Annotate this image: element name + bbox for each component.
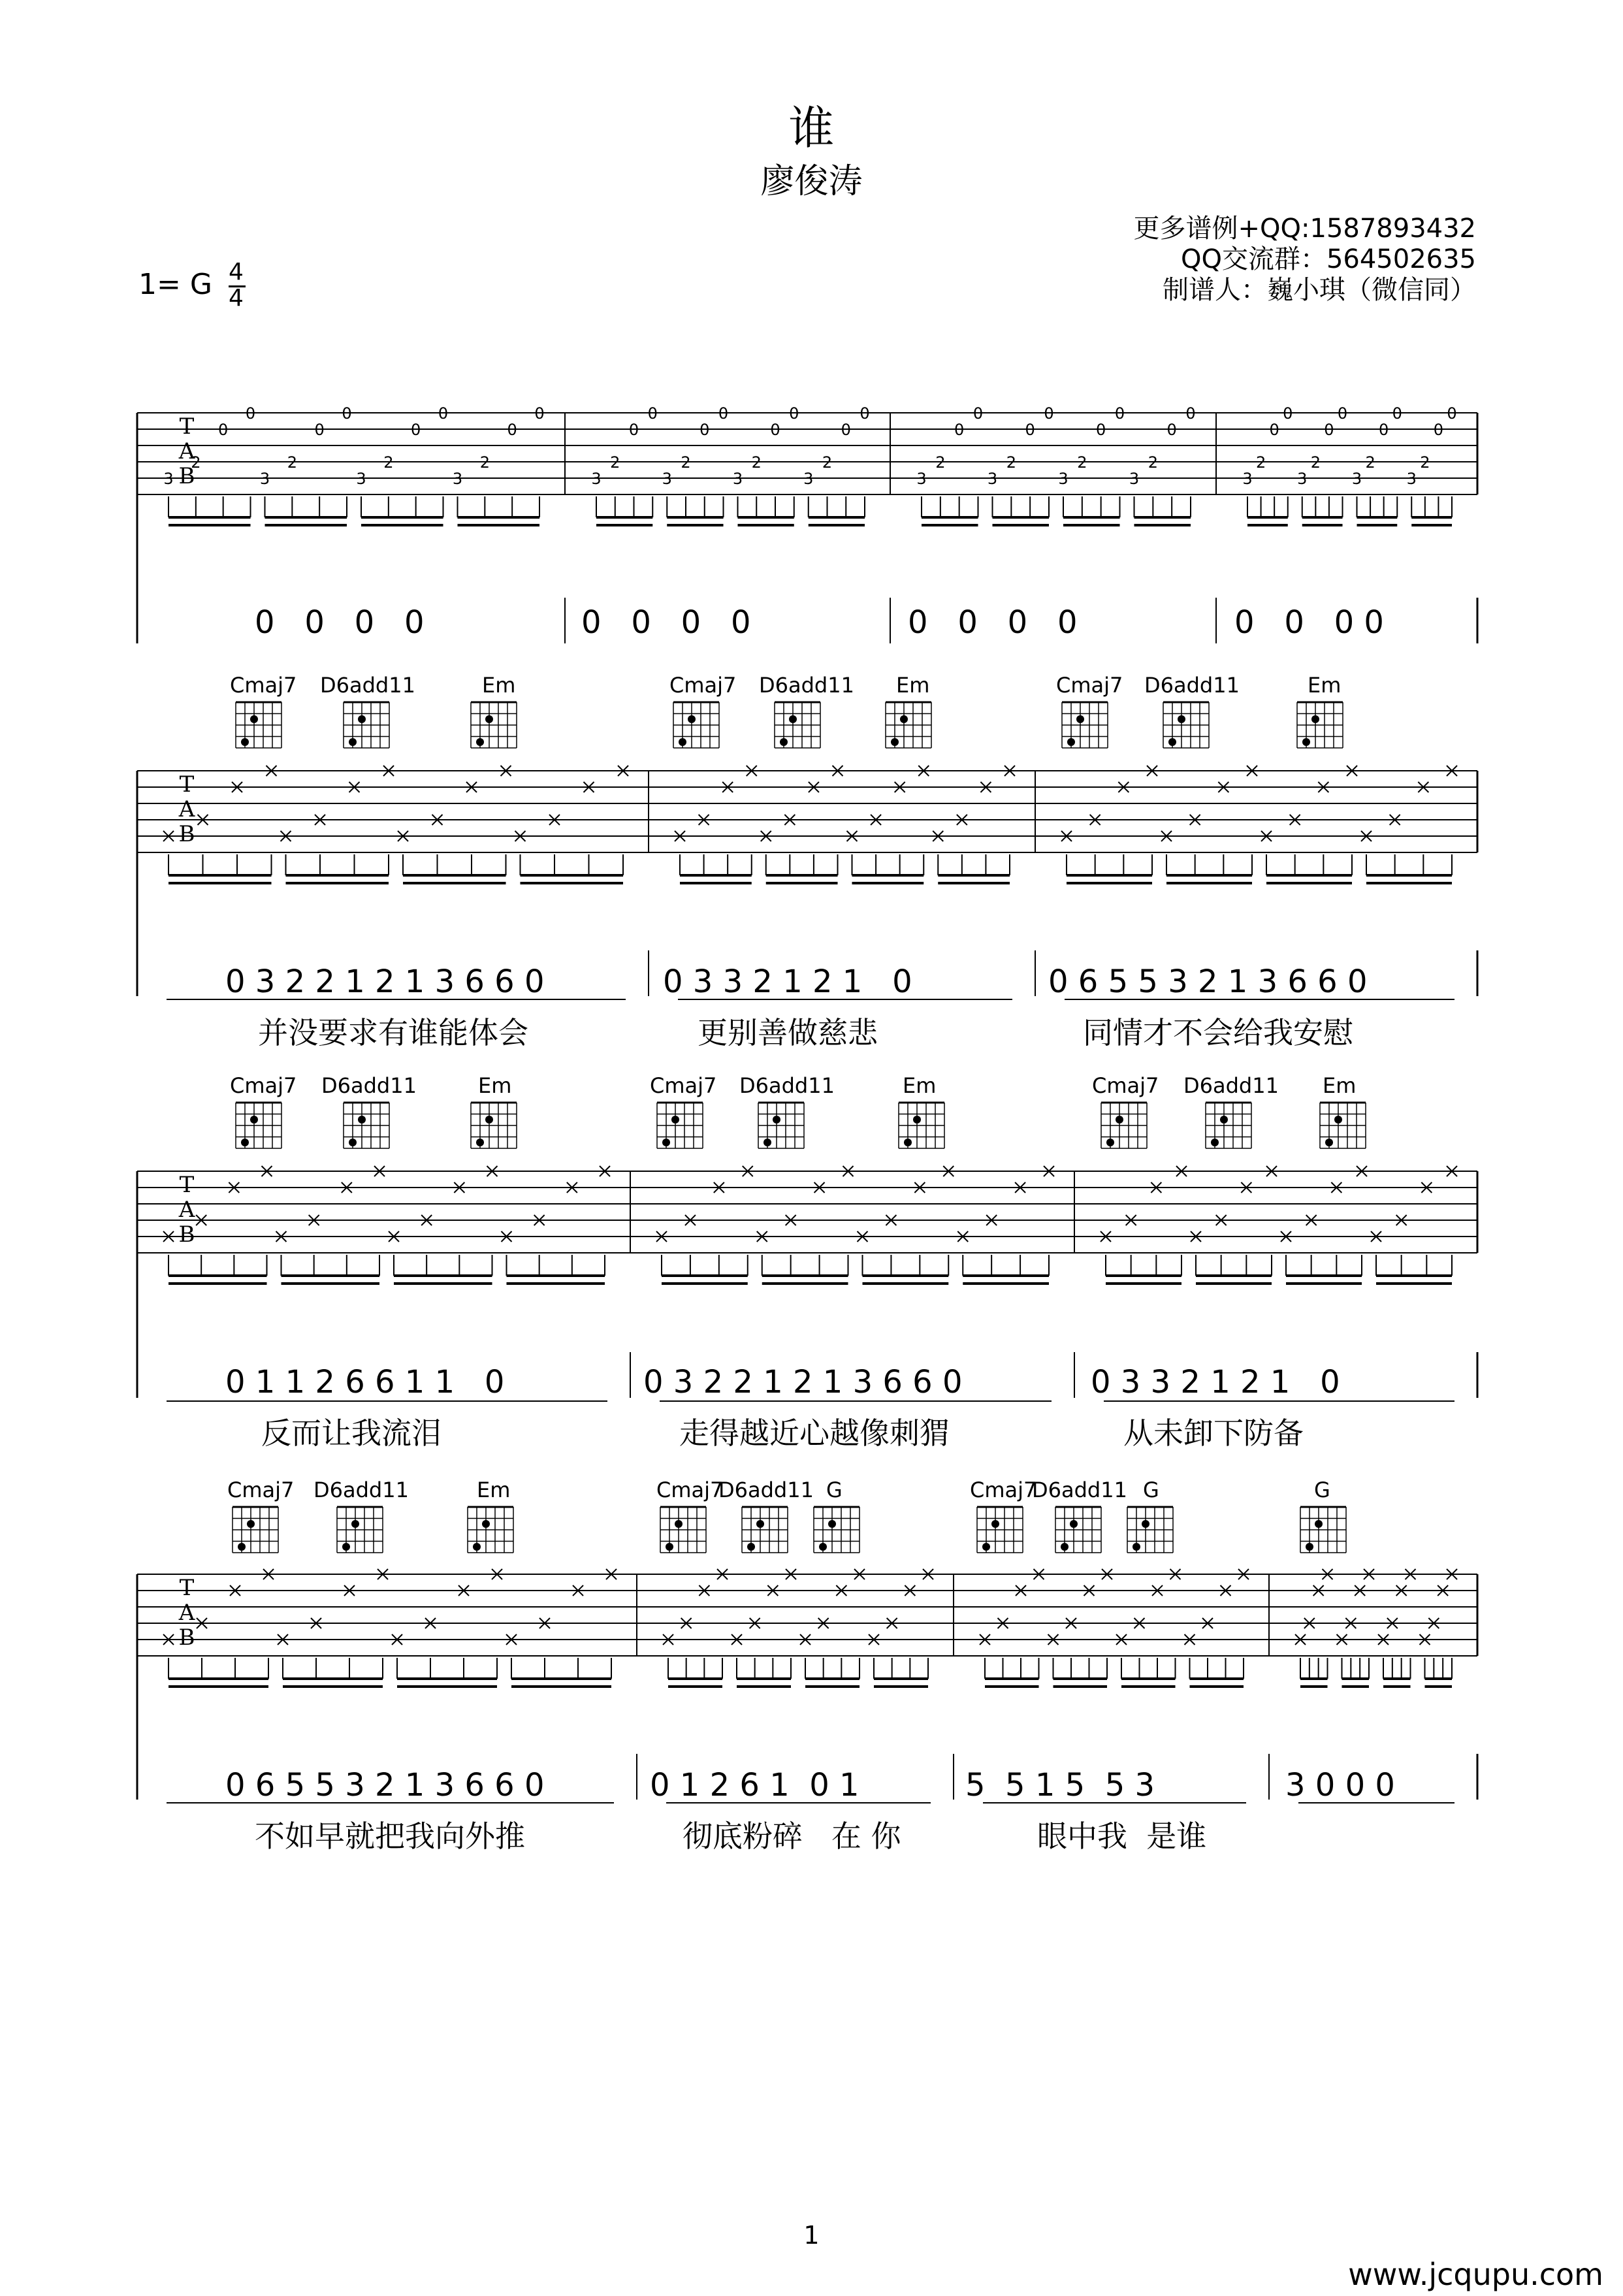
chord-name: D6add11 <box>739 1073 835 1098</box>
chord-finger-dot <box>1070 1520 1078 1528</box>
notation-measure: 0 3 2 2 1 2 1 3 6 6 0 <box>643 1364 963 1400</box>
tab-fret-number: 0 <box>1025 421 1035 439</box>
chord-finger-dot <box>1178 715 1185 723</box>
tab-fret-number: 0 <box>1447 404 1457 423</box>
chord-name: Em <box>896 673 930 698</box>
lyrics-line: 不如早就把我向外推 <box>255 1819 525 1854</box>
tab-fret-number: 0 <box>789 404 799 423</box>
tab-fret-number: 3 <box>356 470 366 488</box>
tab-fret-number: 2 <box>1310 453 1321 472</box>
tab-fret-number: 3 <box>1129 470 1140 488</box>
tab-fret-number: 3 <box>732 470 743 488</box>
chord-finger-dot <box>747 1543 755 1551</box>
tab-fret-number: 0 <box>1433 421 1444 439</box>
tab-fret-number: 0 <box>647 404 658 423</box>
chord-finger-dot <box>662 1139 670 1146</box>
tab-clef-letter: B <box>178 463 195 489</box>
chord-name: D6add11 <box>759 673 854 698</box>
chord-finger-dot <box>482 1520 490 1528</box>
tab-fret-number: 3 <box>591 470 602 488</box>
tab-fret-number: 3 <box>452 470 463 488</box>
chord-finger-dot <box>476 738 484 746</box>
chord-name: Cmaj7 <box>227 1478 295 1502</box>
chord-finger-dot <box>1168 738 1176 746</box>
tab-fret-number: 0 <box>534 404 545 423</box>
tab-fret-number: 0 <box>1392 404 1402 423</box>
chord-finger-dot <box>1334 1116 1342 1124</box>
tab-fret-number: 0 <box>1044 404 1054 423</box>
chord-finger-dot <box>250 715 258 723</box>
tab-fret-number: 0 <box>438 404 449 423</box>
time-signature-denominator: 4 <box>229 285 244 312</box>
chord-name: Cmaj7 <box>656 1478 724 1502</box>
lyrics-line: 同情才不会给我安慰 <box>1083 1015 1353 1050</box>
tab-fret-number: 0 <box>507 421 517 439</box>
chord-name: Em <box>482 673 516 698</box>
chord-finger-dot <box>238 1543 246 1551</box>
tab-fret-number: 2 <box>1148 453 1158 472</box>
chord-finger-dot <box>1106 1139 1114 1146</box>
chord-finger-dot <box>780 738 788 746</box>
info-line-arranger: 制谱人：巍小琪（微信同） <box>1163 275 1476 305</box>
chord-finger-dot <box>900 715 908 723</box>
tab-fret-number: 0 <box>1324 421 1334 439</box>
notation-measure: 0 0 0 0 <box>908 604 1078 641</box>
notation-measure: 0 3 2 2 1 2 1 3 6 6 0 <box>225 963 545 1000</box>
tab-clef-letter: T <box>179 771 195 798</box>
chord-name: D6add11 <box>1032 1478 1127 1502</box>
lyrics-line: 并没要求有谁能体会 <box>258 1015 528 1050</box>
tab-fret-number: 0 <box>954 421 965 439</box>
tab-clef-letter: A <box>178 438 195 464</box>
tab-fret-number: 3 <box>916 470 927 488</box>
chord-finger-dot <box>1061 1543 1069 1551</box>
chord-name: G <box>1314 1478 1330 1502</box>
tab-fret-number: 3 <box>1058 470 1069 488</box>
chord-name: Em <box>1308 673 1342 698</box>
chord-finger-dot <box>756 1520 764 1528</box>
tab-fret-number: 0 <box>245 404 256 423</box>
chord-finger-dot <box>891 738 899 746</box>
site-url: www.jcqupu.com <box>1348 2257 1603 2292</box>
chord-finger-dot <box>671 1116 679 1124</box>
chord-finger-dot <box>763 1139 771 1146</box>
lyrics-line: 彻底粉碎 在 你 <box>683 1819 901 1854</box>
tab-fret-number: 3 <box>1297 470 1308 488</box>
tab-fret-number: 2 <box>822 453 833 472</box>
chord-name: D6add11 <box>313 1478 409 1502</box>
chord-finger-dot <box>358 715 366 723</box>
notation-measure: 0 6 5 5 3 2 1 3 6 6 0 <box>225 1767 545 1803</box>
chord-finger-dot <box>1315 1520 1323 1528</box>
chord-finger-dot <box>485 715 493 723</box>
tab-fret-number: 2 <box>610 453 620 472</box>
tab-fret-number: 0 <box>841 421 851 439</box>
tab-fret-number: 2 <box>479 453 490 472</box>
tab-fret-number: 0 <box>628 421 639 439</box>
page-number: 1 <box>803 2221 820 2250</box>
chord-finger-dot <box>351 1520 359 1528</box>
tab-fret-number: 0 <box>1337 404 1348 423</box>
tab-fret-number: 2 <box>1006 453 1016 472</box>
tab-fret-number: 2 <box>383 453 394 472</box>
chord-finger-dot <box>904 1139 912 1146</box>
tab-fret-number: 0 <box>218 421 229 439</box>
tab-fret-number: 0 <box>1379 421 1389 439</box>
chord-name: Cmaj7 <box>230 1073 297 1098</box>
song-artist: 廖俊涛 <box>760 162 863 201</box>
chord-name: D6add11 <box>321 1073 417 1098</box>
chord-name: D6add11 <box>320 673 415 698</box>
tab-fret-number: 0 <box>342 404 352 423</box>
tab-fret-number: 0 <box>1114 404 1125 423</box>
tab-clef-letter: A <box>178 1197 195 1223</box>
chord-finger-dot <box>675 1520 683 1528</box>
tab-fret-number: 0 <box>1166 421 1177 439</box>
notation-measure: 0 3 3 2 1 2 1 0 <box>1091 1364 1340 1400</box>
info-line-qq: 更多谱例+QQ:1587893432 <box>1133 214 1476 244</box>
chord-finger-dot <box>1211 1139 1219 1146</box>
chord-name: Em <box>477 1478 511 1502</box>
chord-finger-dot <box>1311 715 1319 723</box>
tab-fret-number: 0 <box>860 404 870 423</box>
chord-finger-dot <box>250 1116 258 1124</box>
chord-finger-dot <box>1067 738 1075 746</box>
info-line-group: QQ交流群：564502635 <box>1180 244 1476 274</box>
tab-fret-number: 0 <box>411 421 421 439</box>
chord-finger-dot <box>1116 1116 1123 1124</box>
lyrics-line: 更别善做慈悲 <box>698 1015 878 1050</box>
chord-finger-dot <box>1076 715 1084 723</box>
chord-name: Em <box>478 1073 512 1098</box>
notation-measure: 0 1 2 6 1 0 1 <box>650 1767 860 1803</box>
chord-finger-dot <box>1325 1139 1333 1146</box>
chord-finger-dot <box>679 738 686 746</box>
tab-fret-number: 0 <box>770 421 780 439</box>
tab-fret-number: 2 <box>1365 453 1375 472</box>
tab-fret-number: 2 <box>1077 453 1087 472</box>
lyrics-line: 走得越近心越像刺猬 <box>679 1415 950 1451</box>
tab-fret-number: 3 <box>1351 470 1362 488</box>
tab-fret-number: 2 <box>751 453 762 472</box>
chord-name: Cmaj7 <box>669 673 737 698</box>
chord-name: Cmaj7 <box>1092 1073 1159 1098</box>
chord-finger-dot <box>349 738 357 746</box>
tab-fret-number: 0 <box>1269 421 1279 439</box>
notation-measure: 5 5 1 5 5 3 <box>965 1767 1155 1803</box>
tab-fret-number: 0 <box>699 421 710 439</box>
chord-finger-dot <box>819 1543 827 1551</box>
chord-finger-dot <box>982 1543 990 1551</box>
lyrics-line: 反而让我流泪 <box>261 1415 442 1451</box>
tab-fret-number: 3 <box>662 470 672 488</box>
chord-finger-dot <box>476 1139 484 1146</box>
chord-finger-dot <box>358 1116 366 1124</box>
tab-fret-number: 2 <box>1420 453 1430 472</box>
chord-finger-dot <box>247 1520 255 1528</box>
tab-clef-letter: T <box>179 413 195 440</box>
chord-finger-dot <box>342 1543 350 1551</box>
chord-name: D6add11 <box>1144 673 1240 698</box>
tab-fret-number: 3 <box>1406 470 1417 488</box>
song-title: 谁 <box>788 101 835 155</box>
chord-finger-dot <box>789 715 797 723</box>
chord-finger-dot <box>485 1116 493 1124</box>
chord-finger-dot <box>913 1116 921 1124</box>
tab-fret-number: 3 <box>163 470 174 488</box>
chord-name: Cmaj7 <box>1056 673 1123 698</box>
chord-finger-dot <box>349 1139 357 1146</box>
tab-fret-number: 0 <box>1283 404 1293 423</box>
chord-name: G <box>826 1478 843 1502</box>
tab-fret-number: 0 <box>314 421 325 439</box>
tab-fret-number: 3 <box>1242 470 1253 488</box>
chord-finger-dot <box>688 715 696 723</box>
tab-clef-letter: B <box>178 1625 195 1651</box>
chord-name: D6add11 <box>1183 1073 1279 1098</box>
chord-name: Em <box>903 1073 937 1098</box>
notation-measure: 0 3 3 2 1 2 1 0 <box>663 963 912 1000</box>
notation-measure: 0 1 1 2 6 6 1 1 0 <box>225 1364 505 1400</box>
tab-fret-number: 2 <box>287 453 297 472</box>
tab-clef-letter: A <box>178 796 195 822</box>
chord-finger-dot <box>1302 738 1310 746</box>
tab-clef-letter: T <box>179 1172 195 1198</box>
notation-measure: 3 0 0 0 <box>1285 1767 1395 1803</box>
chord-name: Em <box>1323 1073 1357 1098</box>
tab-fret-number: 2 <box>935 453 946 472</box>
notation-measure: 0 0 0 0 <box>1234 604 1384 641</box>
chord-finger-dot <box>828 1520 836 1528</box>
chord-name: G <box>1143 1478 1159 1502</box>
chord-finger-dot <box>1220 1116 1228 1124</box>
tab-fret-number: 2 <box>191 453 201 472</box>
notation-measure: 0 0 0 0 <box>255 604 425 641</box>
tab-clef-letter: B <box>178 821 195 847</box>
lyrics-line: 眼中我 是谁 <box>1037 1819 1207 1854</box>
chord-finger-dot <box>991 1520 999 1528</box>
chord-name: D6add11 <box>718 1478 814 1502</box>
key-signature: 1= G <box>138 268 212 301</box>
tab-fret-number: 3 <box>987 470 998 488</box>
lyrics-line: 从未卸下防备 <box>1123 1415 1304 1451</box>
chord-finger-dot <box>241 738 249 746</box>
chord-finger-dot <box>1133 1543 1140 1551</box>
chord-name: Cmaj7 <box>970 1478 1037 1502</box>
tab-fret-number: 0 <box>972 404 984 423</box>
chord-finger-dot <box>473 1543 481 1551</box>
chord-finger-dot <box>773 1116 780 1124</box>
tab-clef-letter: A <box>178 1600 195 1626</box>
notation-measure: 0 6 5 5 3 2 1 3 6 6 0 <box>1048 963 1368 1000</box>
time-signature-numerator: 4 <box>229 259 244 285</box>
tab-clef-letter: B <box>178 1221 195 1248</box>
tab-fret-number: 0 <box>718 404 729 423</box>
chord-finger-dot <box>1306 1543 1313 1551</box>
chord-finger-dot <box>241 1139 249 1146</box>
tab-fret-number: 2 <box>681 453 691 472</box>
tab-fret-number: 3 <box>259 470 270 488</box>
tab-fret-number: 2 <box>1255 453 1266 472</box>
chord-name: Cmaj7 <box>230 673 297 698</box>
tab-clef-letter: T <box>179 1575 195 1601</box>
notation-measure: 0 0 0 0 <box>581 604 751 641</box>
tab-fret-number: 3 <box>803 470 814 488</box>
chord-name: Cmaj7 <box>650 1073 717 1098</box>
tab-fret-number: 0 <box>1185 404 1196 423</box>
chord-finger-dot <box>1142 1520 1149 1528</box>
tab-fret-number: 0 <box>1096 421 1106 439</box>
chord-finger-dot <box>666 1543 673 1551</box>
